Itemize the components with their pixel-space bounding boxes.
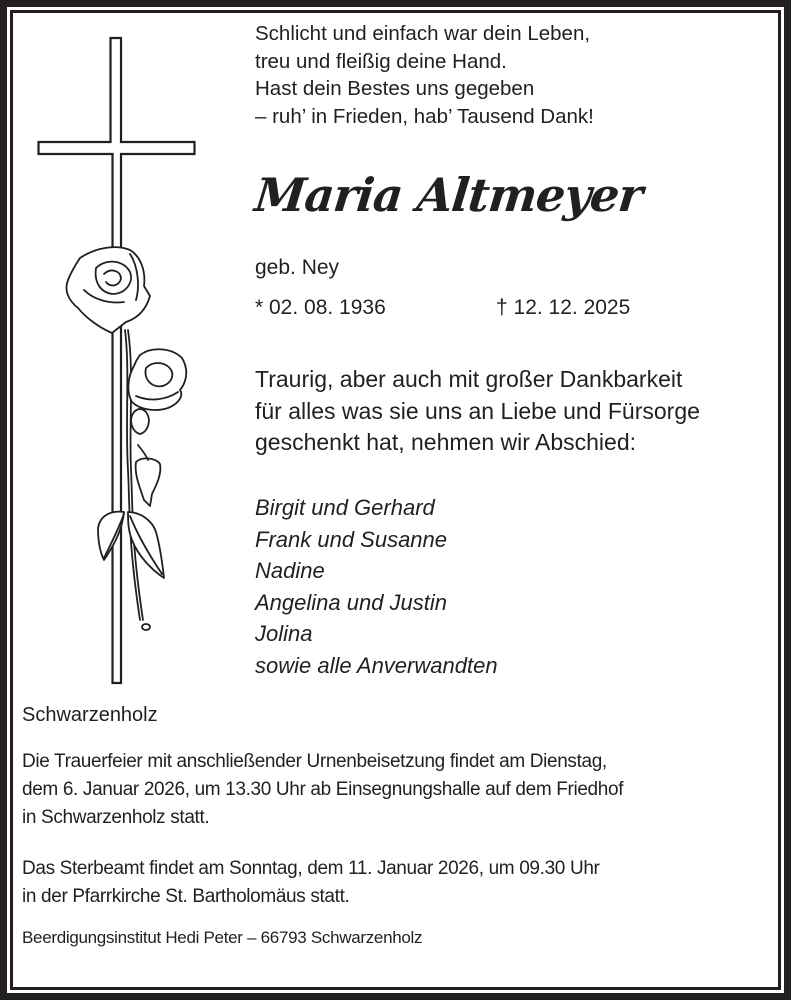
farewell-line: geschenkt hat, nehmen wir Abschied:	[255, 429, 637, 455]
farewell-line: Traurig, aber auch mit großer Dankbarkeit	[255, 366, 683, 392]
poem-line: Schlicht und einfach war dein Leben,	[255, 22, 591, 45]
deceased-name: Maria Altmeyer	[252, 168, 645, 222]
poem-line: – ruh’ in Frieden, hab’ Tausend Dank!	[255, 104, 594, 128]
farewell-text	[255, 364, 700, 459]
ceremony-line: Die Trauerfeier mit anschließender Urnenbeisetzung findet am Dienstag,	[22, 751, 607, 772]
ceremony-line: dem 6. Januar 2026, um 13.30 Uhr ab Einsegnungshalle auf dem Friedhof	[22, 779, 624, 800]
mourner: Frank und Susanne	[255, 526, 448, 552]
mourner: Birgit und Gerhard	[255, 495, 435, 520]
mass-line: Das Sterbeamt findet am Sonntag, dem 11. Januar 2026, um 09.30 Uhr	[22, 858, 600, 879]
poem-line: treu und fleißig deine Hand.	[255, 49, 507, 73]
farewell-line: für alles was sie uns an Liebe und Fürsorge	[255, 397, 700, 424]
maiden-name: geb. Ney	[255, 256, 340, 279]
death-date: † 12. 12. 2025	[496, 296, 631, 319]
mass-info	[22, 855, 600, 911]
mass-line: in der Pfarrkirche St. Bartholomäus statt.	[22, 886, 350, 907]
mourner: Angelina und Justin	[255, 589, 448, 615]
ceremony-info	[22, 748, 623, 832]
mourner: Jolina	[255, 621, 313, 646]
poem-line: Hast dein Bestes uns gegeben	[255, 77, 535, 100]
mourner: Nadine	[255, 558, 325, 583]
birth-date: * 02. 08. 1936	[255, 296, 386, 319]
ceremony-line: in Schwarzenholz statt.	[22, 807, 210, 828]
cross-with-roses-icon	[0, 0, 260, 700]
undertaker: Beerdigungsinstitut Hedi Peter – 66793 Schwarzenholz	[22, 928, 423, 947]
place: Schwarzenholz	[22, 704, 158, 726]
poem	[255, 20, 594, 130]
mourners-list	[255, 492, 498, 681]
mourner: sowie alle Anverwandten	[255, 652, 498, 678]
